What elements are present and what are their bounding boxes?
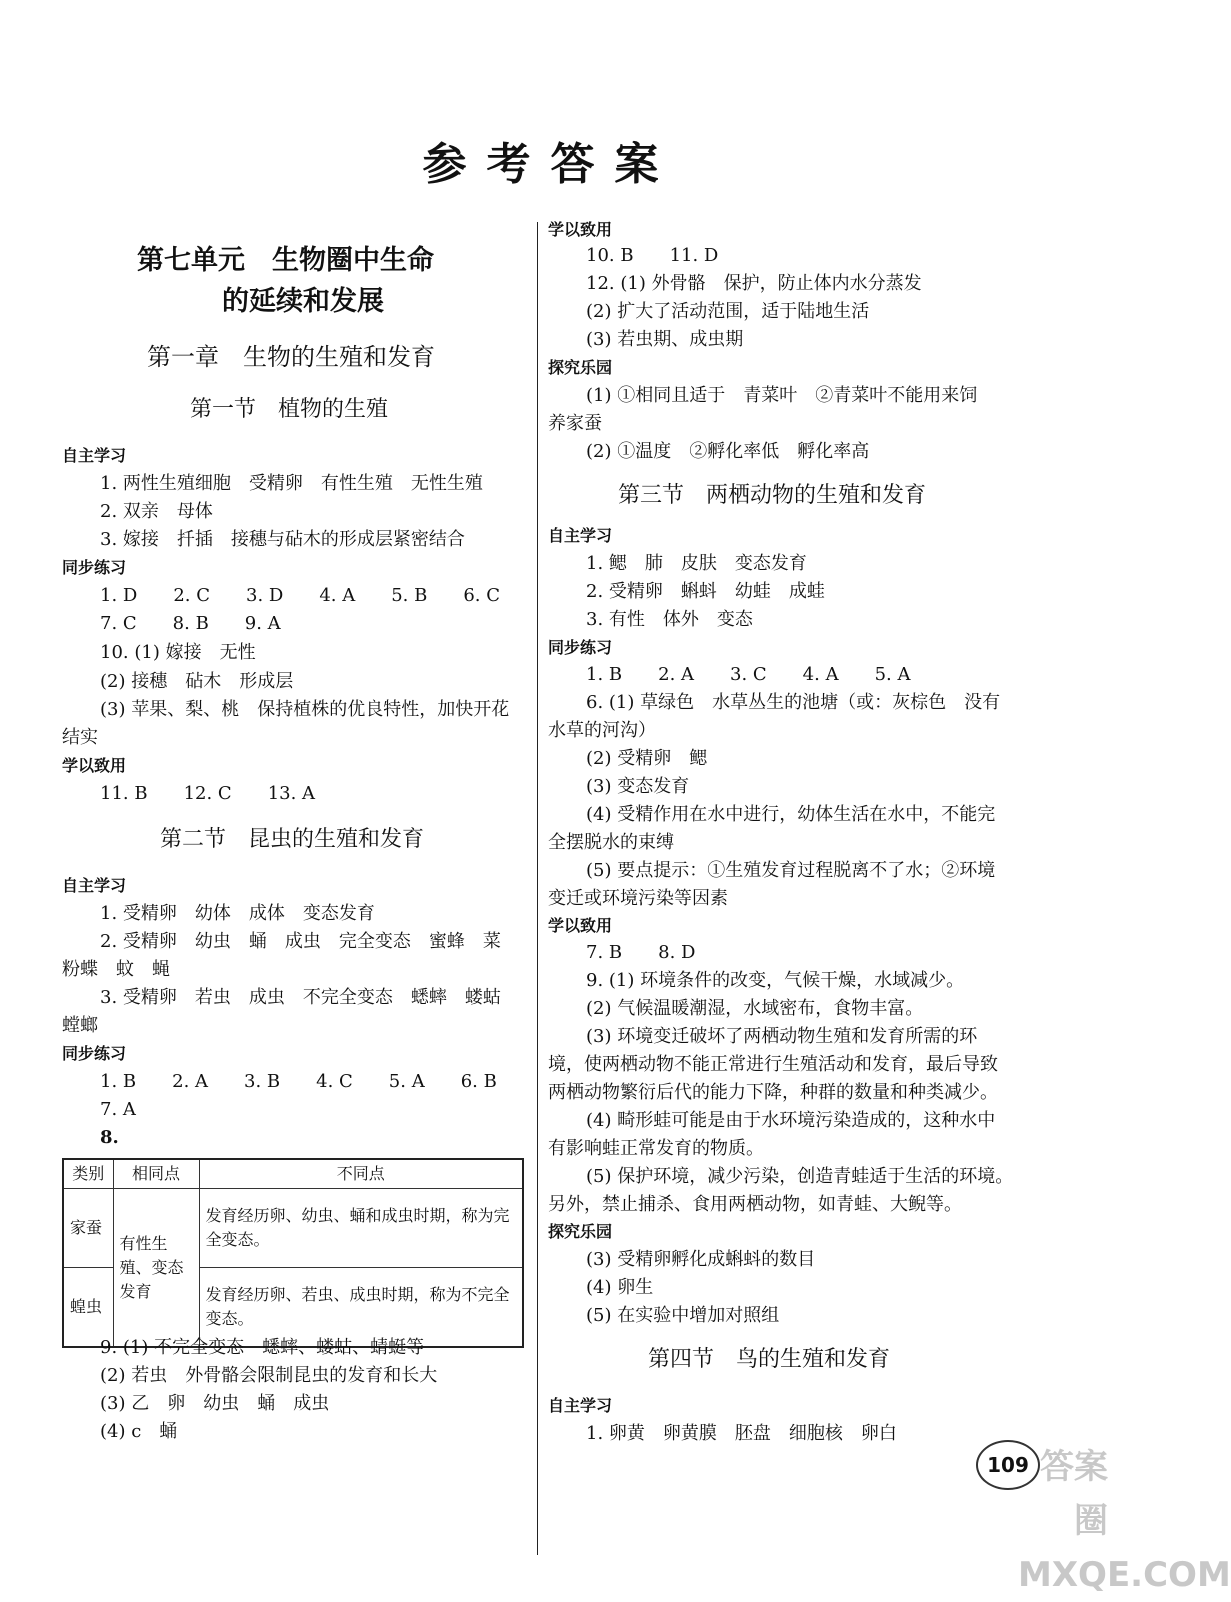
answer-line: (4) 卵生 [586, 1277, 654, 1298]
answer-line: 2. 受精卵 幼虫 蛹 成虫 完全变态 蜜蜂 菜 [100, 931, 501, 952]
table-row [63, 1189, 523, 1268]
answer-line: 1. 受精卵 幼体 成体 变态发育 [100, 903, 375, 924]
answer-line: (3) 苹果、梨、桃 保持植株的优良特性，加快开花 [100, 699, 510, 720]
answer-line: 结实 [62, 727, 98, 748]
section-title-1: 第一节 植物的生殖 [190, 397, 389, 422]
answer-line: (1) ①相同且适于 青菜叶 ②青菜叶不能用来饲 [586, 385, 978, 406]
answer-line: 10. B 11. D [586, 245, 719, 266]
answer-line: 9. (1) 不完全变态 蟋蟀、蝼蛄、蜻蜓等 [100, 1337, 425, 1358]
heading-zizhu: 自主学习 [548, 526, 613, 545]
unit-title-line1: 第七单元 生物圈中生命 [137, 245, 434, 276]
answer-line: 12. (1) 外骨骼 保护，防止体内水分蒸发 [586, 273, 922, 294]
heading-xueyi: 学以致用 [548, 916, 613, 935]
watermark-logo: 答案圈 MXQE.COM [1018, 1447, 1231, 1595]
section-title-4: 第四节 鸟的生殖和发育 [648, 1347, 891, 1372]
answer-line: 7. A [100, 1099, 136, 1120]
answer-line: (4) c 蛹 [100, 1421, 178, 1442]
heading-tongbu: 同步练习 [62, 1044, 127, 1063]
answer-line: 3. 有性 体外 变态 [586, 609, 753, 630]
answer-line: 8. [100, 1127, 119, 1148]
answer-line: 粉蝶 蚊 蝇 [62, 959, 170, 980]
table-cell: 蝗虫 [63, 1268, 113, 1348]
table-header-cell: 相同点 [113, 1159, 199, 1189]
answer-line: 境，使两栖动物不能正常进行生殖活动和发育，最后导致 [548, 1054, 998, 1075]
answer-line: (5) 在实验中增加对照组 [586, 1305, 780, 1326]
answer-line: 变迁或环境污染等因素 [548, 888, 728, 909]
answer-line: 1. 鳃 肺 皮肤 变态发育 [586, 553, 807, 574]
heading-zizhu: 自主学习 [548, 1396, 613, 1415]
answer-line: 有影响蛙正常发育的物质。 [548, 1138, 764, 1159]
answer-line: 3. 受精卵 若虫 成虫 不完全变态 蟋蟀 蝼蛄 [100, 987, 501, 1008]
answer-line: 1. B 2. A 3. C 4. A 5. A [586, 664, 911, 685]
answer-line: 全摆脱水的束缚 [548, 832, 674, 853]
answer-line: 水草的河沟） [548, 720, 656, 741]
page-number-badge: 109 [976, 1440, 1040, 1490]
heading-zizhu: 自主学习 [62, 446, 127, 465]
answer-line: (3) 受精卵孵化成蝌蚪的数目 [586, 1249, 816, 1270]
answer-line: 1. B 2. A 3. B 4. C 5. A 6. B [100, 1071, 497, 1092]
answer-line: 螳螂 [62, 1015, 98, 1036]
table-cell: 家蚕 [63, 1189, 113, 1268]
answer-line: 1. 两性生殖细胞 受精卵 有性生殖 无性生殖 [100, 473, 483, 494]
answer-line: 另外，禁止捕杀、食用两栖动物，如青蛙、大鲵等。 [548, 1194, 962, 1215]
table-header-row [63, 1159, 523, 1189]
answer-line: 养家蚕 [548, 413, 602, 434]
answer-line: 7. C 8. B 9. A [100, 613, 281, 634]
heading-xueyi: 学以致用 [62, 756, 127, 775]
answer-line: (3) 若虫期、成虫期 [586, 329, 744, 350]
answer-line: 3. 嫁接 扦插 接穗与砧木的形成层紧密结合 [100, 529, 465, 550]
answer-line: (4) 畸形蛙可能是由于水环境污染造成的，这种水中 [586, 1110, 996, 1131]
answer-line: 2. 受精卵 蝌蚪 幼蛙 成蛙 [586, 581, 825, 602]
table-cell: 有性生殖、变态发育 [113, 1189, 199, 1348]
column-divider [537, 222, 538, 1555]
answer-line: (3) 变态发育 [586, 776, 690, 797]
answer-line: (5) 保护环境，减少污染，创造青蛙适于生活的环境。 [586, 1166, 1014, 1187]
heading-tanjiu: 探究乐园 [548, 1222, 613, 1241]
answer-line: (3) 环境变迁破坏了两栖动物生殖和发育所需的环 [586, 1026, 978, 1047]
answer-line: (2) 若虫 外骨骼会限制昆虫的发育和长大 [100, 1365, 438, 1386]
answer-line: 1. D 2. C 3. D 4. A 5. B 6. C [100, 585, 501, 606]
answer-line: (2) 受精卵 鳃 [586, 748, 708, 769]
answer-line: 6. (1) 草绿色 水草丛生的池塘（或：灰棕色 没有 [586, 692, 1001, 713]
section-title-2: 第二节 昆虫的生殖和发育 [160, 827, 425, 852]
answer-line: 2. 双亲 母体 [100, 501, 213, 522]
heading-tongbu: 同步练习 [62, 558, 127, 577]
table-header-cell: 不同点 [199, 1159, 523, 1189]
heading-tanjiu: 探究乐园 [548, 358, 613, 377]
comparison-table [62, 1158, 524, 1348]
answer-line: (2) 扩大了活动范围，适于陆地生活 [586, 301, 870, 322]
answer-line: (4) 受精作用在水中进行，幼体生活在水中，不能完 [586, 804, 996, 825]
answer-line: (2) 接穗 砧木 形成层 [100, 671, 294, 692]
chapter-title: 第一章 生物的生殖和发育 [147, 343, 435, 371]
answer-line: 11. B 12. C 13. A [100, 783, 316, 804]
page-title: 参考答案 [422, 139, 679, 190]
answer-line: 1. 卵黄 卵黄膜 胚盘 细胞核 卵白 [586, 1423, 897, 1444]
answer-line: 两栖动物繁衍后代的能力下降，种群的数量和种类减少。 [548, 1082, 998, 1103]
heading-zizhu: 自主学习 [62, 876, 127, 895]
answer-line: (5) 要点提示：①生殖发育过程脱离不了水；②环境 [586, 860, 996, 881]
unit-title-line2: 的延续和发展 [222, 286, 384, 317]
answer-line: (2) 气候温暖潮湿，水域密布，食物丰富。 [586, 998, 924, 1019]
section-title-3: 第三节 两栖动物的生殖和发育 [618, 483, 927, 508]
answer-line: (2) ①温度 ②孵化率低 孵化率高 [586, 441, 870, 462]
answer-line: 7. B 8. D [586, 942, 696, 963]
heading-tongbu: 同步练习 [548, 638, 613, 657]
table-cell: 发育经历卵、幼虫、蛹和成虫时期，称为完全变态。 [199, 1189, 523, 1268]
heading-xueyi: 学以致用 [548, 220, 613, 239]
answer-line: (3) 乙 卵 幼虫 蛹 成虫 [100, 1393, 330, 1414]
answer-line: 10. (1) 嫁接 无性 [100, 642, 256, 663]
answer-line: 9. (1) 环境条件的改变，气候干燥，水域减少。 [586, 970, 965, 991]
table-header-cell: 类别 [63, 1159, 113, 1189]
table-cell: 发育经历卵、若虫、成虫时期，称为不完全变态。 [199, 1268, 523, 1348]
